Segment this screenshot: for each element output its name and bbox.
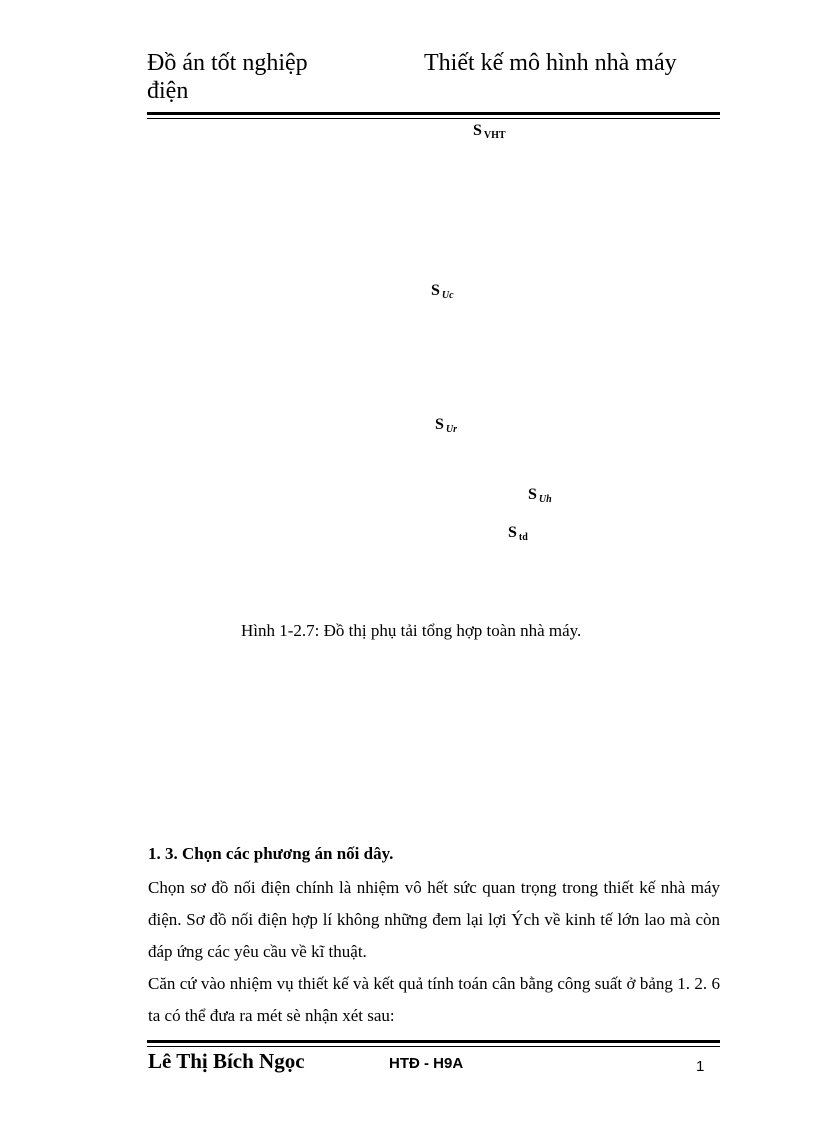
label-s-uh: S $_{Uh}$ [528, 486, 552, 505]
footer-code: HTĐ - H9A [389, 1055, 464, 1072]
header-right-title: Thiết kế mô hình nhà máy [424, 50, 677, 76]
page-number: 1 [696, 1058, 705, 1075]
header-rule-thin [147, 118, 720, 119]
label-s-ut: S $_{Ur}$ [435, 416, 458, 435]
label-s-uc: S $_{Uc}$ [431, 282, 454, 301]
footer-author: Lê Thị Bích Ngọc [148, 1049, 305, 1073]
header-left-title-cont: điện [147, 78, 189, 104]
header-rule-thick [147, 112, 720, 115]
footer-rule-thick [147, 1040, 720, 1043]
figure-caption: Hình 1-2.7: Đồ thị phụ tải tổng hợp toàn nhà máy. [241, 621, 582, 640]
footer-rule-thin [147, 1046, 720, 1047]
label-s-td: S $_{td}$ [508, 524, 528, 543]
label-s-vht: S $_{VHT}$ [473, 122, 506, 141]
paragraph-2: Căn cứ vào nhiệm vụ thiết kế và kết quả tính toán cân bằng công suất ở bảng 1. 2. 6 ta có thể đưa ra mét sè nhận xét sau: [148, 974, 720, 1025]
header-left-title: Đồ án tốt nghiệp [147, 50, 308, 76]
paragraph-1: Chọn sơ đồ nối điện chính là nhiệm vô hết sức quan trọng trong thiết kế nhà máy điện. Sơ đồ nối điện hợp lí không những đem lại lợi Ých về kinh tế lớn lao mà còn đáp ứng các yêu cầu về kĩ thuật. [148, 878, 720, 961]
section-heading: 1. 3. Chọn các phương án nối dây. [148, 844, 394, 863]
